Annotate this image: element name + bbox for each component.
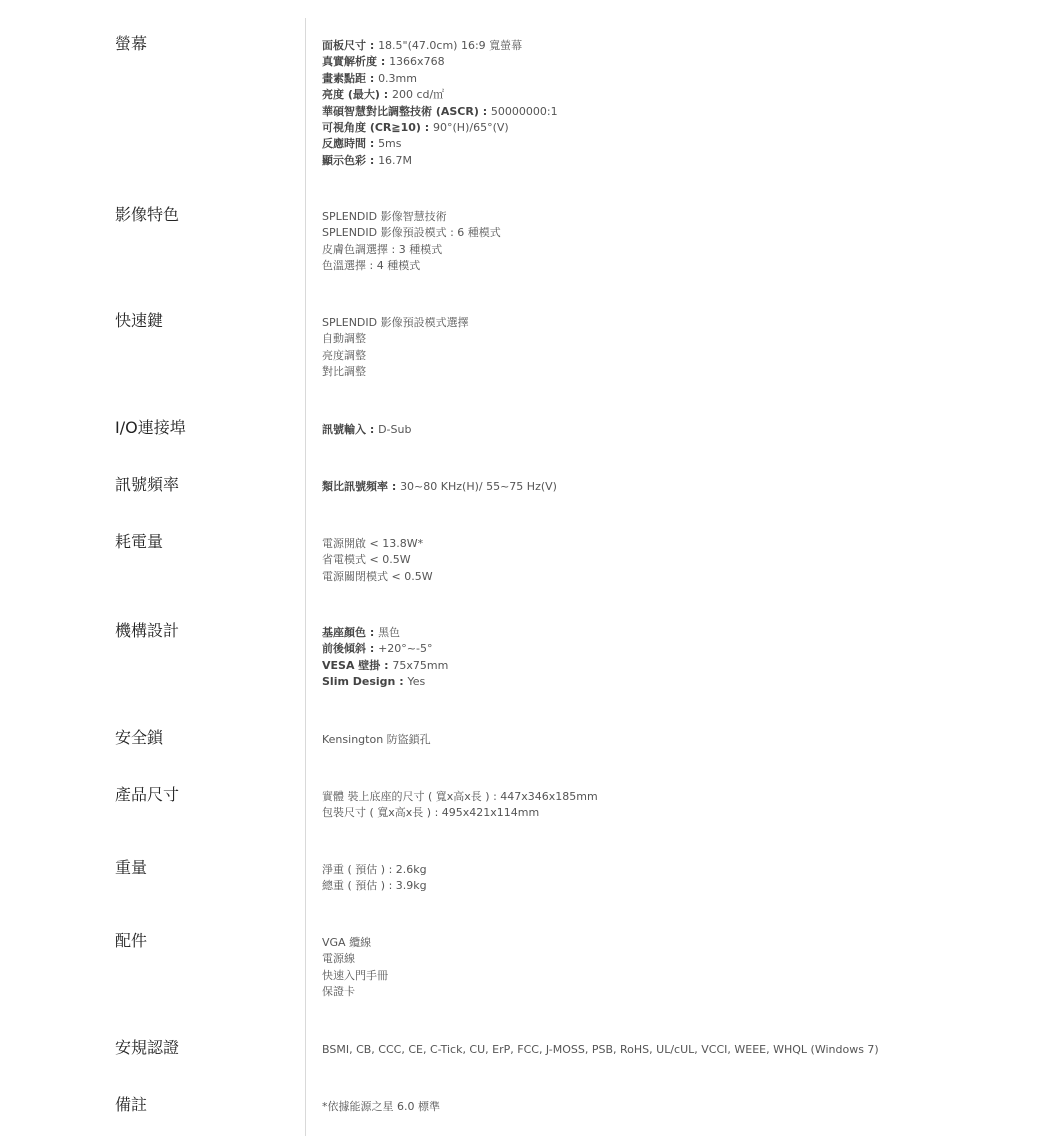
spec-value: 省電模式 < 0.5W [322, 553, 411, 567]
spec-line [322, 422, 1022, 438]
spec-line [322, 136, 1022, 152]
spec-value: 16.7M [378, 153, 413, 167]
spec-line [322, 951, 1022, 967]
spec-value: 黑色 [378, 626, 401, 639]
spec-label: 備註 [115, 1095, 148, 1114]
spec-line [322, 674, 1022, 690]
spec-line [322, 1042, 1022, 1058]
spec-label: 重量 [115, 858, 148, 877]
spec-line [322, 878, 1022, 894]
spec-label: 配件 [115, 931, 148, 950]
spec-line [322, 38, 1022, 54]
spec-line [322, 348, 1022, 364]
spec-value: 總重 ( 預估 ) : 3.9kg [322, 879, 427, 893]
spec-value: 亮度調整 [322, 348, 366, 362]
spec-key: 顯示色彩 : [322, 153, 379, 167]
spec-value: 75x75mm [392, 658, 449, 672]
spec-key: 面板尺寸 : [322, 39, 379, 52]
spec-value: BSMI, CB, CCC, CE, C-Tick, CU, ErP, FCC, J-MOSS, PSB, RoHS, UL/cUL, VCCI, WEEE, WHQL (Windows 7) [322, 1043, 879, 1056]
spec-values [322, 479, 1022, 495]
spec-label: 安規認證 [115, 1038, 180, 1057]
spec-line [322, 209, 1022, 225]
spec-line [322, 54, 1022, 70]
spec-value: 50000000:1 [490, 104, 558, 118]
spec-value: +20°~-5° [378, 642, 433, 656]
spec-values [322, 315, 1022, 381]
spec-value: 實體 裝上底座的尺寸 ( 寬x高x長 ) : 447x346x185mm [322, 790, 598, 803]
spec-value: SPLENDID 影像預設模式選擇 [322, 316, 469, 329]
spec-line [322, 364, 1022, 380]
spec-values [322, 625, 1022, 691]
spec-line [322, 104, 1022, 120]
spec-key: VESA 壁掛 : [322, 658, 393, 672]
spec-line [322, 641, 1022, 657]
spec-key: Slim Design : [322, 675, 408, 689]
spec-values [322, 1042, 1022, 1058]
spec-value: 保證卡 [322, 985, 355, 999]
spec-value: 5ms [378, 137, 402, 151]
spec-values [322, 209, 1022, 275]
spec-values [322, 789, 1022, 822]
spec-line [322, 1099, 1022, 1115]
spec-values [322, 732, 1022, 748]
spec-line [322, 479, 1022, 495]
spec-value: SPLENDID 影像預設模式 : 6 種模式 [322, 226, 501, 240]
spec-value: VGA 纜線 [322, 936, 372, 949]
spec-label: 訊號頻率 [115, 475, 180, 494]
spec-value: 90°(H)/65°(V) [433, 120, 509, 134]
spec-value: 電源開啟 < 13.8W* [322, 537, 424, 550]
spec-value: 對比調整 [322, 365, 366, 379]
spec-key: 訊號輸入 : [322, 423, 379, 436]
spec-value: 200 cd/㎡ [391, 88, 445, 102]
spec-value: 0.3mm [378, 71, 417, 85]
spec-values [322, 935, 1022, 1001]
spec-key: 反應時間 : [322, 137, 379, 151]
spec-value: 色溫選擇 : 4 種模式 [322, 259, 421, 273]
spec-label: 快速鍵 [115, 311, 164, 330]
spec-key: 類比訊號頻率 : [322, 480, 401, 493]
spec-line [322, 87, 1022, 103]
spec-value: 自動調整 [322, 332, 366, 346]
spec-line [322, 968, 1022, 984]
spec-key: 華碩智慧對比調整技術 (ASCR) : [322, 104, 491, 118]
spec-line [322, 658, 1022, 674]
spec-line [322, 258, 1022, 274]
spec-line [322, 862, 1022, 878]
spec-value: D-Sub [378, 423, 412, 436]
spec-label: 影像特色 [115, 205, 180, 224]
spec-key: 前後傾斜 : [322, 642, 379, 656]
spec-values [322, 862, 1022, 895]
spec-line [322, 789, 1022, 805]
spec-key: 真實解析度 : [322, 55, 390, 69]
spec-line [322, 536, 1022, 552]
spec-line [322, 552, 1022, 568]
column-divider [305, 18, 306, 1136]
spec-value: 快速入門手冊 [322, 968, 388, 982]
spec-line [322, 569, 1022, 585]
spec-value: *依據能源之星 6.0 標準 [322, 1100, 440, 1113]
spec-line [322, 805, 1022, 821]
spec-values [322, 38, 1022, 169]
spec-line [322, 225, 1022, 241]
spec-line [322, 984, 1022, 1000]
spec-label: I/O連接埠 [115, 418, 186, 437]
spec-line [322, 153, 1022, 169]
spec-values [322, 1099, 1022, 1115]
spec-key: 基座顏色 : [322, 626, 379, 639]
spec-line [322, 242, 1022, 258]
spec-value: 電源關閉模式 < 0.5W [322, 569, 433, 583]
spec-line [322, 120, 1022, 136]
spec-label: 機構設計 [115, 621, 180, 640]
spec-values [322, 536, 1022, 585]
spec-value: 1366x768 [389, 55, 445, 69]
spec-value: Yes [407, 675, 426, 689]
spec-value: 18.5"(47.0cm) 16:9 寬螢幕 [378, 39, 523, 52]
spec-value: SPLENDID 影像智慧技術 [322, 210, 447, 223]
spec-line [322, 732, 1022, 748]
spec-value: Kensington 防盜鎖孔 [322, 733, 431, 746]
spec-label: 耗電量 [115, 532, 164, 551]
spec-value: 皮膚色調選擇 : 3 種模式 [322, 242, 443, 256]
spec-line [322, 315, 1022, 331]
spec-value: 包裝尺寸 ( 寬x高x長 ) : 495x421x114mm [322, 806, 540, 820]
spec-key: 可視角度 (CR≧10) : [322, 120, 434, 134]
spec-line [322, 331, 1022, 347]
spec-line [322, 935, 1022, 951]
spec-label: 安全鎖 [115, 728, 164, 747]
spec-label: 產品尺寸 [115, 785, 180, 804]
spec-values [322, 422, 1022, 438]
spec-line [322, 71, 1022, 87]
spec-key: 畫素點距 : [322, 71, 379, 85]
spec-value: 電源線 [322, 952, 355, 966]
spec-value: 30~80 KHz(H)/ 55~75 Hz(V) [400, 480, 557, 493]
spec-line [322, 625, 1022, 641]
spec-key: 亮度 (最大) : [322, 88, 392, 102]
spec-value: 淨重 ( 預估 ) : 2.6kg [322, 863, 427, 876]
spec-label: 螢幕 [115, 34, 148, 53]
